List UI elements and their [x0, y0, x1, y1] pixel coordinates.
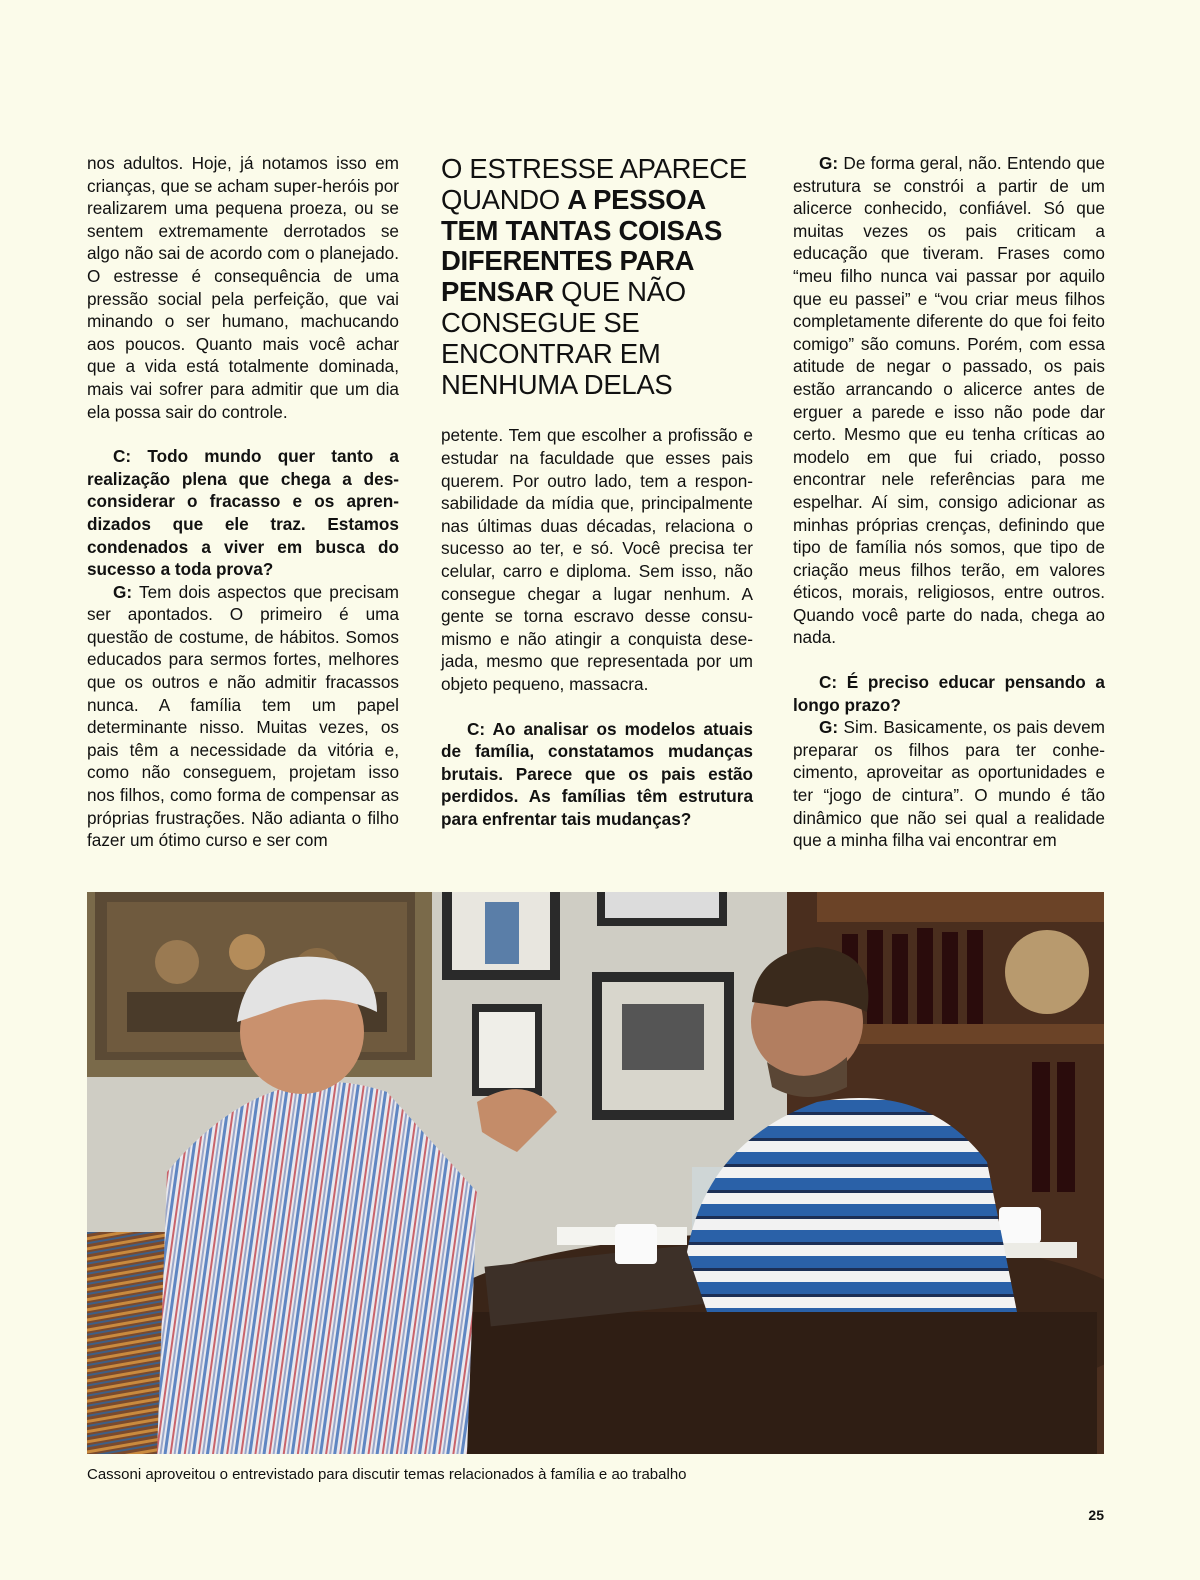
answer-text: Tem dois aspectos que precisam ser apontados. O primeiro é uma questão de costume, de hábitos. Somos educados para sermos fortes, melhores que os outros e não admitir fracassos nunca. A família tem um papel determinante nisso. Muitas vezes, os pais têm a necessidade da vitória e, como não conseguem, projetam isso nos filhos, como forma de compensar as próprias frustrações. Não adianta o filho fazer um ótimo curso e ser com [87, 581, 399, 851]
speaker-label: G: [113, 581, 133, 602]
pull-quote-part-3: QUE NÃO CONSEGUE SE ENCONTRAR EM NENHUMA DELAS [441, 276, 686, 400]
article-column-2 [441, 152, 753, 830]
interview-photo [87, 892, 1104, 1454]
question-1: C: Todo mundo quer tanto a realização plena que chega a desconsiderar o fracasso e os aprendizados que ele traz. Estamos condenados a viver em busca do sucesso a toda prova? [87, 446, 399, 580]
answer-text: De forma geral, não. Entendo que estrutura se constrói a partir de um alicerce conhecido, confiável. Só que muitas vezes os pais criticam a educação que tiveram. Frases como “meu filho nunca vai passar por aquilo que eu passei” e “vou criar meus filhos completamente diferente do que foi feito comigo” são comuns. Porém, com essa atitude de negar o passado, os pais estão arrancando o alicerce antes de erguer a parede e isso não pode dar certo. Mesmo que eu tenha críticas ao modelo em que fui criado, posso encontrar nele referências para me espelhar. Aí sim, consigo adicionar as minhas próprias crenças, definindo que tipo de família nós somos, que tipo de criação meus filhos terão, em valores éticos, morais, religiosos, entre outros. Quando você parte do nada, chega ao nada. [793, 153, 1105, 648]
photo-illustration [87, 892, 1104, 1454]
pull-quote-part-2: A PESSOA TEM TANTAS COISAS DIFERENTES PARA PENSAR [441, 183, 723, 308]
pull-quote-part-1: O ESTRESSE APARECE QUANDO [441, 153, 747, 215]
answer-2 [793, 152, 1105, 649]
article-column-1 [87, 152, 399, 852]
answer-3 [793, 716, 1105, 852]
question-2: C: Ao analisar os modelos atuais de família, constatamos mudanças brutais. Parece que os pais estão perdidos. As famílias têm estrutura para enfrentar tais mudanças? [441, 718, 753, 829]
paragraph: nos adultos. Hoje, já notamos isso em crianças, que se acham super-heróis por realizarem uma pequena proeza, ou se sentem extremamente derrotados se algo não sai de acordo com o planejado. O estresse é consequência de uma pressão social pela perfeição, que vai minando o ser humano, machucando aos poucos. Quanto mais você achar que a vida está totalmente dominada, mais vai sofrer para admitir que um dia ela possa sair do controle. [87, 153, 399, 422]
photo-caption: Cassoni aproveitou o entrevistado para discutir temas relacionados à família e ao trabalho [87, 1466, 687, 1483]
paragraph: petente. Tem que escolher a profissão e estudar na faculdade que esses pais querem. Por outro lado, tem a responsabilidade da mídia que, principalmente nas últimas duas décadas, relaciona o sucesso ao ter, e só. Você precisa ter celular, carro e diploma. Sem isso, não consegue chegar a lugar nenhum. A gente se torna escravo desse consumismo e não atingir a conquista desejada, mesmo que representada por um objeto pequeno, massacra. [441, 425, 753, 694]
article-column-3 [793, 152, 1105, 852]
answer-text: Sim. Basicamente, os pais devem preparar os filhos para ter conhecimento, aproveitar as oportunidades e ter “jogo de cintura”. O mundo é tão dinâmico que não sei qual a realidade que a minha filha vai encontrar em [793, 717, 1105, 851]
pull-quote [441, 154, 753, 400]
speaker-label: G: [819, 717, 839, 738]
question-3: C: É preciso educar pensando a longo prazo? [793, 672, 1105, 715]
answer-1 [87, 581, 399, 852]
speaker-label: G: [819, 153, 839, 173]
page-number: 25 [1088, 1507, 1104, 1523]
